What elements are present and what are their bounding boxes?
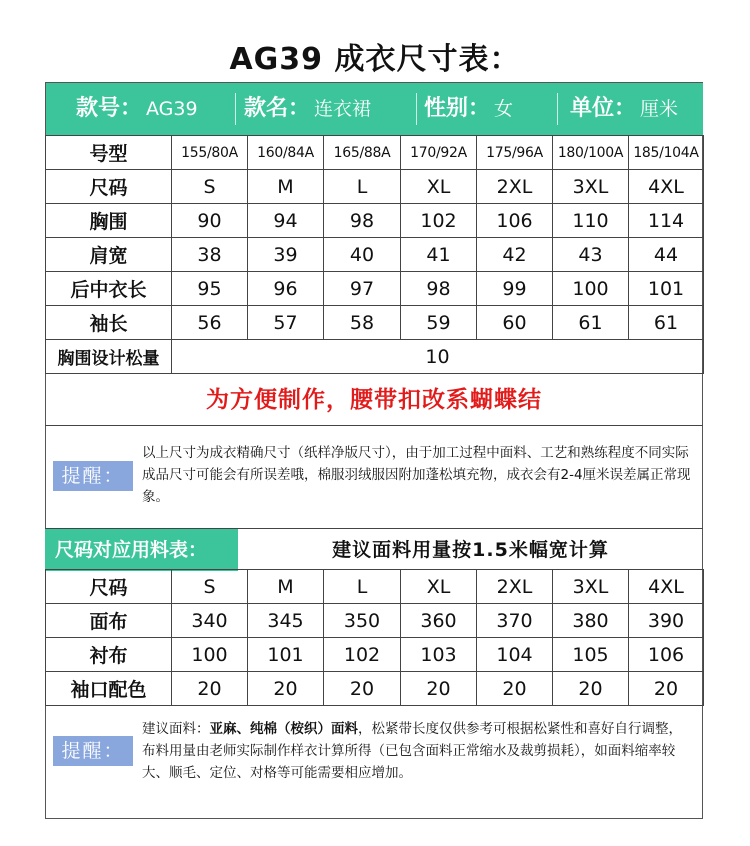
- table-cell: 3XL: [553, 170, 629, 204]
- reminder-rest: ，松紧带长度仅供参考可根据松紧性和喜好自行调整，布料用量由老师实际制作样衣计算所得（已包含面料正常缩水及裁剪损耗），如面料缩率较大、顺毛、定位、对格等可能需要相应增加。: [142, 721, 682, 781]
- reminder-fabric-types: 亚麻、纯棉（桉织）面料: [209, 721, 358, 737]
- row-label: 衬布: [46, 638, 172, 672]
- table-cell: 61: [629, 306, 704, 340]
- table-cell: 61: [553, 306, 629, 340]
- table-row: [46, 604, 704, 638]
- table-cell: L: [324, 170, 401, 204]
- header-value: 女: [494, 98, 514, 120]
- table-cell: 90: [172, 204, 248, 238]
- table-cell: 155/80A: [172, 136, 248, 170]
- header-gender: [424, 83, 513, 135]
- header-divider: [557, 93, 558, 125]
- table-cell: 180/100A: [553, 136, 629, 170]
- table-row: [46, 238, 704, 272]
- table-row: [46, 570, 704, 604]
- header-unit: [570, 83, 678, 135]
- table-row: [46, 204, 704, 238]
- table-cell: 98: [401, 272, 477, 306]
- reminder-badge: 提醒：: [53, 461, 133, 491]
- table-cell: 100: [553, 272, 629, 306]
- table-cell: M: [248, 170, 324, 204]
- row-label: 肩宽: [46, 238, 172, 272]
- table-cell: 4XL: [629, 570, 704, 604]
- table-cell: 104: [477, 638, 553, 672]
- fabric-section-header: [45, 528, 703, 571]
- table-cell: 114: [629, 204, 704, 238]
- table-row: [46, 340, 704, 374]
- table-cell: S: [172, 570, 248, 604]
- header-key: 款名：: [244, 96, 311, 121]
- table-cell: 20: [248, 672, 324, 706]
- header-value: 厘米: [640, 98, 679, 120]
- table-cell: 95: [172, 272, 248, 306]
- header-key: 性别：: [424, 96, 491, 121]
- table-cell: 20: [172, 672, 248, 706]
- table-cell: 38: [172, 238, 248, 272]
- table-cell: 40: [324, 238, 401, 272]
- table-cell: 2XL: [477, 570, 553, 604]
- row-label: 尺码: [46, 170, 172, 204]
- fabric-width-note: 建议面料用量按1.5米幅宽计算: [332, 539, 609, 561]
- reminder-text: 以上尺寸为成衣精确尺寸（纸样净版尺寸），由于加工过程中面料、工艺和熟练程度不同实际成品尺寸可能会有所误差哦，棉服羽绒服因附加蓬松填充物，成衣会有2-4厘米误差属正常现象。: [142, 445, 691, 505]
- row-label: 尺码: [46, 570, 172, 604]
- size-table: [45, 135, 704, 374]
- table-cell: L: [324, 570, 401, 604]
- header-bar: [46, 83, 703, 135]
- table-cell: 57: [248, 306, 324, 340]
- header-divider: [416, 93, 417, 125]
- table-cell: 3XL: [553, 570, 629, 604]
- table-row: [46, 272, 704, 306]
- table-cell: 106: [477, 204, 553, 238]
- fabric-section-tag: 尺码对应用料表：: [45, 529, 238, 571]
- table-cell: 103: [401, 638, 477, 672]
- table-row: [46, 672, 704, 706]
- table-cell: 94: [248, 204, 324, 238]
- table-cell: 106: [629, 638, 704, 672]
- table-cell: 102: [401, 204, 477, 238]
- table-cell: 39: [248, 238, 324, 272]
- page-title: AG39 成衣尺寸表：: [229, 42, 521, 77]
- row-label: 号型: [46, 136, 172, 170]
- reminder-prefix: 建议面料：: [142, 721, 210, 737]
- header-divider: [235, 93, 236, 125]
- table-cell: XL: [401, 570, 477, 604]
- table-cell: 20: [401, 672, 477, 706]
- row-label: 袖长: [46, 306, 172, 340]
- butterfly-bow-notice: 为方便制作，腰带扣改系蝴蝶结: [45, 375, 703, 426]
- table-cell: 340: [172, 604, 248, 638]
- table-cell: 43: [553, 238, 629, 272]
- table-cell: 41: [401, 238, 477, 272]
- table-cell: XL: [401, 170, 477, 204]
- table-cell: 44: [629, 238, 704, 272]
- table-cell: 175/96A: [477, 136, 553, 170]
- table-cell: 20: [477, 672, 553, 706]
- table-cell: 110: [553, 204, 629, 238]
- table-cell: 2XL: [477, 170, 553, 204]
- table-cell: 97: [324, 272, 401, 306]
- table-cell: M: [248, 570, 324, 604]
- table-cell: 99: [477, 272, 553, 306]
- header-style-number: [76, 83, 198, 135]
- table-cell: 98: [324, 204, 401, 238]
- table-cell: 96: [248, 272, 324, 306]
- table-cell: 20: [629, 672, 704, 706]
- table-row: [46, 306, 704, 340]
- header-style-name: [244, 83, 371, 135]
- table-cell: 60: [477, 306, 553, 340]
- table-cell: 42: [477, 238, 553, 272]
- table-row: [46, 136, 704, 170]
- table-cell: 380: [553, 604, 629, 638]
- table-cell: 4XL: [629, 170, 704, 204]
- header-key: 款号：: [76, 96, 143, 121]
- ease-value: 10: [172, 340, 704, 374]
- table-cell: 102: [324, 638, 401, 672]
- row-label: 胸围: [46, 204, 172, 238]
- table-row: [46, 170, 704, 204]
- table-cell: 185/104A: [629, 136, 704, 170]
- table-cell: 390: [629, 604, 704, 638]
- table-cell: 56: [172, 306, 248, 340]
- table-cell: 370: [477, 604, 553, 638]
- row-label: 袖口配色: [46, 672, 172, 706]
- row-label: 后中衣长: [46, 272, 172, 306]
- table-cell: 360: [401, 604, 477, 638]
- reminder-text: [142, 718, 694, 784]
- table-cell: 170/92A: [401, 136, 477, 170]
- table-cell: 100: [172, 638, 248, 672]
- table-cell: 20: [324, 672, 401, 706]
- reminder-badge: 提醒：: [53, 736, 133, 766]
- header-value: AG39: [146, 98, 198, 120]
- row-label: 面布: [46, 604, 172, 638]
- table-row: [46, 638, 704, 672]
- table-cell: 58: [324, 306, 401, 340]
- table-cell: 105: [553, 638, 629, 672]
- fabric-table: [45, 569, 704, 706]
- table-cell: 59: [401, 306, 477, 340]
- table-cell: 345: [248, 604, 324, 638]
- header-value: 连衣裙: [314, 98, 372, 120]
- table-cell: 20: [553, 672, 629, 706]
- ease-label: 胸围设计松量: [46, 340, 172, 374]
- table-cell: 160/84A: [248, 136, 324, 170]
- table-cell: S: [172, 170, 248, 204]
- header-key: 单位：: [570, 96, 637, 121]
- table-cell: 101: [629, 272, 704, 306]
- table-cell: 350: [324, 604, 401, 638]
- table-cell: 101: [248, 638, 324, 672]
- table-cell: 165/88A: [324, 136, 401, 170]
